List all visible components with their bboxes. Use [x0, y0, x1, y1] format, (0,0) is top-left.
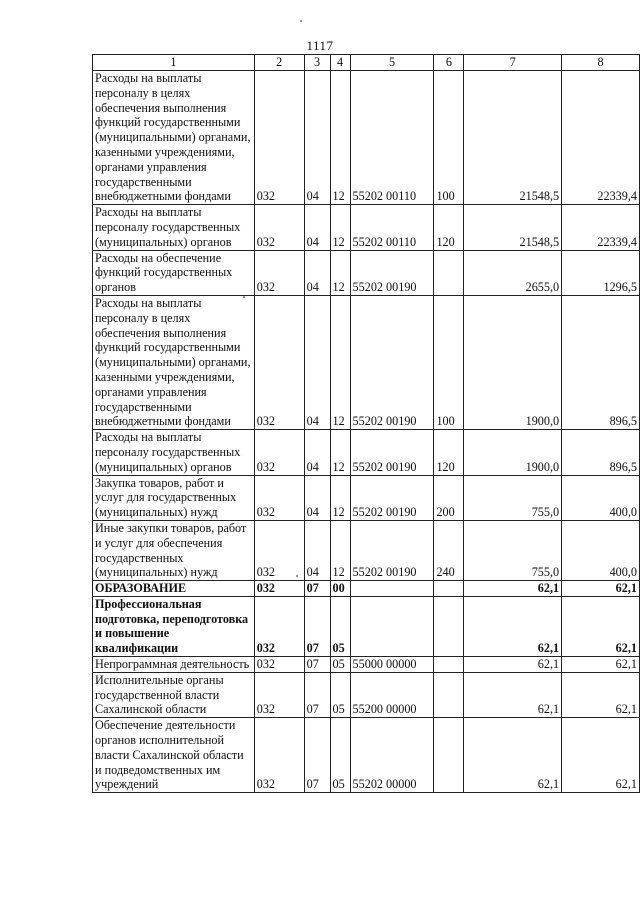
section-code: 04	[304, 295, 330, 429]
amount-2020: 22339,4	[562, 71, 640, 205]
expense-type-code: 100	[434, 295, 464, 429]
subsection-code: 12	[330, 295, 350, 429]
target-article-code: 55202 00190	[350, 520, 434, 580]
header-cell: 5	[350, 55, 434, 71]
row-name: Расходы на обеспечение функций государственных органов	[93, 250, 255, 295]
amount-2019: 755,0	[464, 475, 562, 520]
row-name: ОБРАЗОВАНИЕ	[93, 581, 255, 597]
table-row	[93, 718, 640, 793]
amount-2020: 62,1	[562, 657, 640, 673]
expense-type-code: 100	[434, 71, 464, 205]
subsection-code: 12	[330, 430, 350, 475]
amount-2019: 1900,0	[464, 295, 562, 429]
row-name: Обеспечение деятельности органов исполнительной власти Сахалинской области и подведомственных им учреждений	[93, 718, 255, 793]
section-code: 04	[304, 520, 330, 580]
ministry-code: 032	[254, 250, 304, 295]
target-article-code: 55202 00190	[350, 430, 434, 475]
amount-2019: 62,1	[464, 672, 562, 717]
section-code: 04	[304, 430, 330, 475]
subsection-code: 00	[330, 581, 350, 597]
amount-2019: 1900,0	[464, 430, 562, 475]
subsection-code: 05	[330, 718, 350, 793]
amount-2020: 62,1	[562, 596, 640, 656]
scan-speck	[243, 296, 245, 298]
header-cell: 6	[434, 55, 464, 71]
target-article-code	[350, 581, 434, 597]
header-cell: 8	[562, 55, 640, 71]
section-code: 07	[304, 596, 330, 656]
ministry-code: 032	[254, 520, 304, 580]
expense-type-code	[434, 657, 464, 673]
scan-speck	[300, 20, 302, 22]
amount-2020: 62,1	[562, 581, 640, 597]
target-article-code: 55202 00190	[350, 475, 434, 520]
ministry-code: 032	[254, 205, 304, 250]
row-name: Расходы на выплаты персоналу государственных (муниципальных) органов	[93, 430, 255, 475]
amount-2020: 22339,4	[562, 205, 640, 250]
subsection-code: 05	[330, 672, 350, 717]
amount-2019: 62,1	[464, 581, 562, 597]
section-code: 04	[304, 205, 330, 250]
amount-2020: 400,0	[562, 475, 640, 520]
amount-2020: 896,5	[562, 295, 640, 429]
section-code: 07	[304, 718, 330, 793]
budget-table	[92, 54, 640, 793]
ministry-code: 032	[254, 596, 304, 656]
expense-type-code	[434, 596, 464, 656]
target-article-code: 55202 00190	[350, 295, 434, 429]
subsection-code: 12	[330, 250, 350, 295]
table-row	[93, 581, 640, 597]
table-row	[93, 520, 640, 580]
amount-2019: 755,0	[464, 520, 562, 580]
expense-type-code	[434, 718, 464, 793]
header-cell: 3	[304, 55, 330, 71]
target-article-code: 55202 00190	[350, 250, 434, 295]
row-name: Иные закупки товаров, работ и услуг для обеспечения государственных (муниципальных) нужд	[93, 520, 255, 580]
row-name: Расходы на выплаты персоналу в целях обеспечения выполнения функций государственными (муниципальными) органами, казенными учреждениями, органами управления государственными внебюджетными фондами	[93, 71, 255, 205]
ministry-code: 032	[254, 672, 304, 717]
subsection-code: 12	[330, 475, 350, 520]
target-article-code: 55202 00000	[350, 718, 434, 793]
table-row	[93, 250, 640, 295]
section-code: 04	[304, 475, 330, 520]
amount-2019: 62,1	[464, 657, 562, 673]
table-row	[93, 475, 640, 520]
header-cell: 4	[330, 55, 350, 71]
target-article-code: 55202 00110	[350, 205, 434, 250]
section-code: 04	[304, 71, 330, 205]
target-article-code: 55000 00000	[350, 657, 434, 673]
row-name: Профессиональная подготовка, переподготовка и повышение квалификации	[93, 596, 255, 656]
amount-2019: 21548,5	[464, 71, 562, 205]
expense-type-code: 200	[434, 475, 464, 520]
subsection-code: 12	[330, 205, 350, 250]
amount-2019: 62,1	[464, 596, 562, 656]
row-name: Закупка товаров, работ и услуг для государственных (муниципальных) нужд	[93, 475, 255, 520]
subsection-code: 05	[330, 657, 350, 673]
table-row	[93, 205, 640, 250]
section-code: 04	[304, 250, 330, 295]
row-name: Расходы на выплаты персоналу в целях обеспечения выполнения функций государственными (муниципальными) органами, казенными учреждениями, органами управления государственными внебюджетными фондами	[93, 295, 255, 429]
table-row	[93, 430, 640, 475]
expense-type-code	[434, 581, 464, 597]
amount-2019: 62,1	[464, 718, 562, 793]
amount-2020: 62,1	[562, 672, 640, 717]
ministry-code: 032	[254, 581, 304, 597]
amount-2020: 400,0	[562, 520, 640, 580]
section-code: 07	[304, 672, 330, 717]
amount-2019: 21548,5	[464, 205, 562, 250]
target-article-code: 55202 00110	[350, 71, 434, 205]
header-cell: 2	[254, 55, 304, 71]
subsection-code: 12	[330, 520, 350, 580]
ministry-code: 032	[254, 295, 304, 429]
target-article-code	[350, 596, 434, 656]
ministry-code: 032	[254, 718, 304, 793]
header-cell: 1	[93, 55, 255, 71]
table-header-row	[93, 55, 640, 71]
page-number: 1117	[306, 38, 334, 53]
table-row	[93, 295, 640, 429]
amount-2020: 896,5	[562, 430, 640, 475]
expense-type-code: 120	[434, 205, 464, 250]
amount-2019: 2655,0	[464, 250, 562, 295]
subsection-code: 12	[330, 71, 350, 205]
target-article-code: 55200 00000	[350, 672, 434, 717]
section-code: 07	[304, 581, 330, 597]
table-row	[93, 71, 640, 205]
ministry-code: 032	[254, 657, 304, 673]
expense-type-code: 240	[434, 520, 464, 580]
expense-type-code: 120	[434, 430, 464, 475]
row-name: Непрограммная деятельность	[93, 657, 255, 673]
table-row	[93, 672, 640, 717]
row-name: Расходы на выплаты персоналу государственных (муниципальных) органов	[93, 205, 255, 250]
amount-2020: 62,1	[562, 718, 640, 793]
expense-type-code	[434, 672, 464, 717]
scan-speck	[296, 575, 298, 577]
section-code: 07	[304, 657, 330, 673]
table-row	[93, 596, 640, 656]
row-name: Исполнительные органы государственной власти Сахалинской области	[93, 672, 255, 717]
expense-type-code	[434, 250, 464, 295]
header-cell: 7	[464, 55, 562, 71]
subsection-code: 05	[330, 596, 350, 656]
table-row	[93, 657, 640, 673]
amount-2020: 1296,5	[562, 250, 640, 295]
ministry-code: 032	[254, 430, 304, 475]
ministry-code: 032	[254, 475, 304, 520]
ministry-code: 032	[254, 71, 304, 205]
